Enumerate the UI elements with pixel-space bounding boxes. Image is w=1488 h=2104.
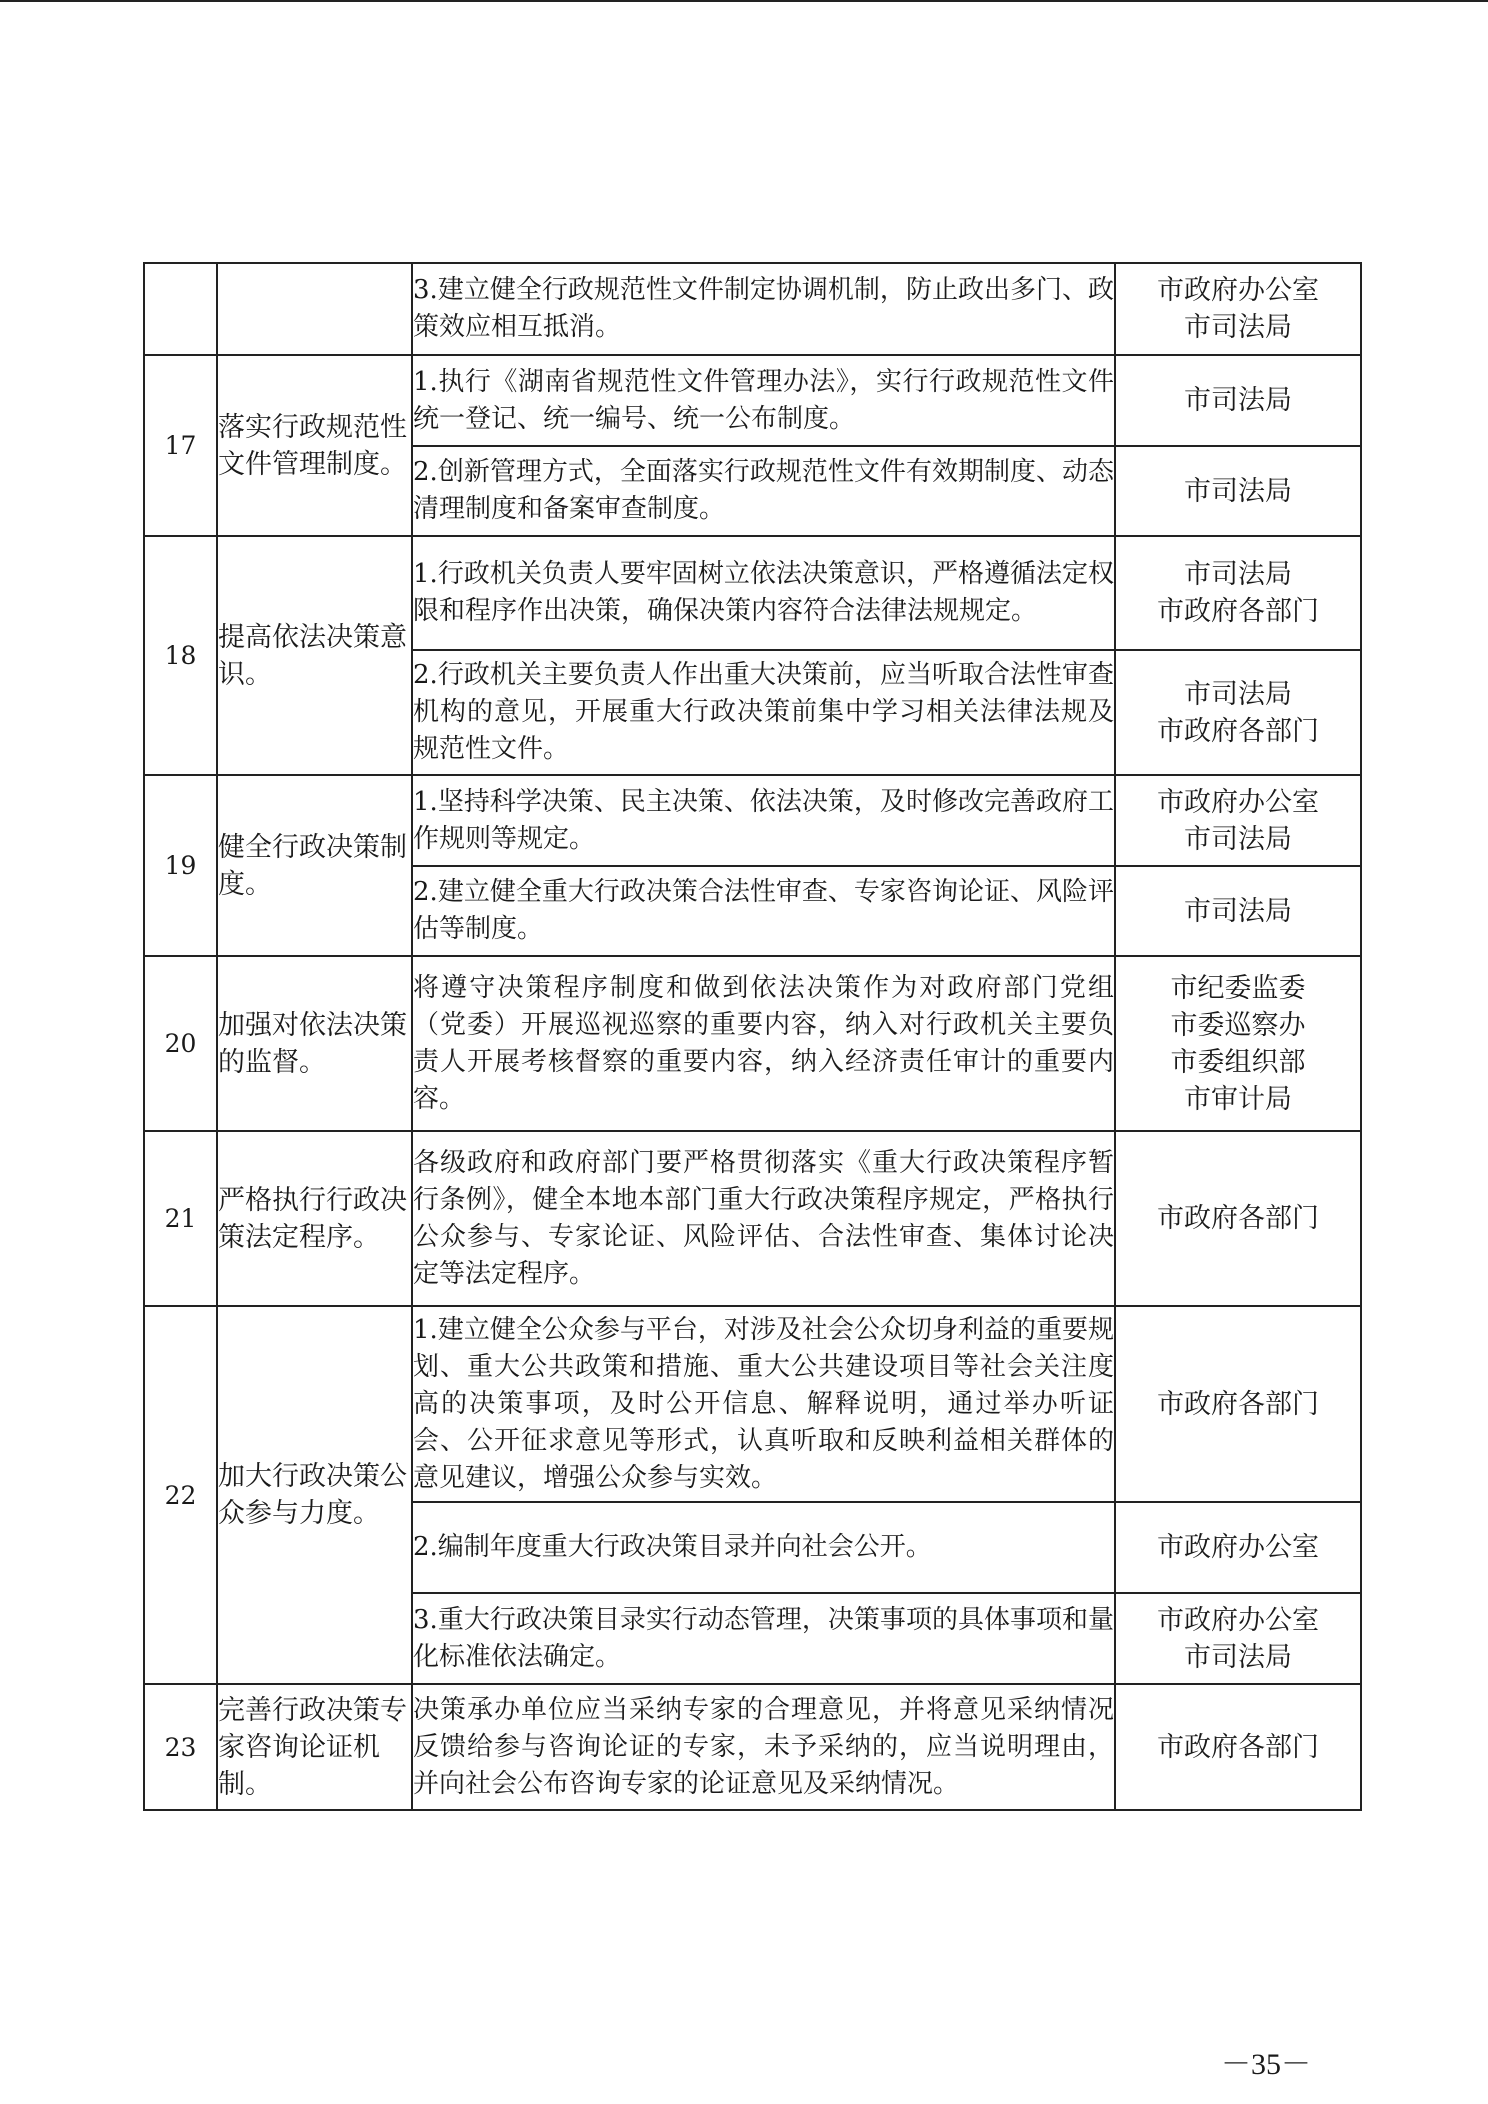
measures-table (143, 262, 1362, 1811)
table-row (144, 1131, 1361, 1306)
responsible-unit: 市政府办公室 (1157, 1532, 1319, 1563)
responsible-unit-cell (1115, 1593, 1361, 1684)
table-row (144, 263, 1361, 355)
responsible-unit: 市司法局 (1184, 475, 1292, 507)
task-cell: 1.行政机关负责人要牢固树立依法决策意识，严格遵循法定权限和程序作出决策，确保决策内容符合法律法规规定。 (412, 536, 1115, 650)
responsible-unit: 市审计局 (1184, 1083, 1292, 1115)
row-number: 23 (144, 1684, 217, 1810)
item-cell: 落实行政规范性文件管理制度。 (217, 355, 412, 536)
responsible-unit: 市司法局 (1184, 895, 1292, 927)
task-cell: 2.建立健全重大行政决策合法性审查、专家咨询论证、风险评估等制度。 (412, 866, 1115, 956)
responsible-unit: 市政府各部门 (1157, 715, 1319, 747)
table-body (144, 263, 1361, 1810)
responsible-unit: 市司法局 (1184, 385, 1292, 416)
responsible-unit-cell (1115, 1131, 1361, 1306)
item-cell: 完善行政决策专家咨询论证机制。 (217, 1684, 412, 1810)
table-row (144, 536, 1361, 650)
table-row (144, 775, 1361, 866)
page-number: －35－ (1221, 2048, 1311, 2081)
row-number: 17 (144, 355, 217, 536)
item-cell: 健全行政决策制度。 (217, 775, 412, 956)
responsible-unit-cell (1115, 650, 1361, 775)
responsible-unit: 市司法局 (1184, 312, 1292, 343)
responsible-unit: 市委组织部 (1170, 1046, 1306, 1078)
responsible-unit-cell (1115, 775, 1361, 866)
task-cell: 1.执行《湖南省规范性文件管理办法》，实行行政规范性文件统一登记、统一编号、统一公布制度。 (412, 355, 1115, 446)
row-number (144, 263, 217, 355)
responsible-unit: 市政府各部门 (1157, 596, 1319, 627)
responsible-unit: 市委巡察办 (1170, 1009, 1306, 1041)
task-cell: 3.建立健全行政规范性文件制定协调机制，防止政出多门、政策效应相互抵消。 (412, 263, 1115, 355)
item-cell: 提高依法决策意识。 (217, 536, 412, 775)
task-cell: 2.编制年度重大行政决策目录并向社会公开。 (412, 1502, 1115, 1593)
row-number: 18 (144, 536, 217, 775)
responsible-unit-cell (1115, 1306, 1361, 1502)
task-cell: 2.创新管理方式，全面落实行政规范性文件有效期制度、动态清理制度和备案审查制度。 (412, 446, 1115, 536)
responsible-unit: 市政府各部门 (1157, 1731, 1319, 1763)
task-cell: 3.重大行政决策目录实行动态管理，决策事项的具体事项和量化标准依法确定。 (412, 1593, 1115, 1684)
responsible-unit-cell (1115, 536, 1361, 650)
task-cell: 2.行政机关主要负责人作出重大决策前，应当听取合法性审查机构的意见，开展重大行政决策前集中学习相关法律法规及规范性文件。 (412, 650, 1115, 775)
responsible-unit-cell (1115, 1684, 1361, 1810)
responsible-unit: 市司法局 (1184, 559, 1292, 590)
table-row (144, 355, 1361, 446)
responsible-unit: 市政府各部门 (1157, 1203, 1319, 1234)
responsible-unit: 市政府办公室 (1157, 275, 1319, 306)
responsible-unit: 市政府各部门 (1157, 1388, 1319, 1420)
task-cell: 决策承办单位应当采纳专家的合理意见，并将意见采纳情况反馈给参与咨询论证的专家，未予采纳的，应当说明理由，并向社会公布咨询专家的论证意见及采纳情况。 (412, 1684, 1115, 1810)
responsible-unit: 市纪委监委 (1170, 972, 1306, 1004)
table-row (144, 956, 1361, 1131)
item-cell (217, 263, 412, 355)
top-border-line (0, 0, 1488, 2)
row-number: 19 (144, 775, 217, 956)
table-row (144, 1306, 1361, 1502)
row-number: 22 (144, 1306, 217, 1684)
responsible-unit-cell (1115, 956, 1361, 1131)
row-number: 20 (144, 956, 217, 1131)
responsible-unit: 市司法局 (1184, 1641, 1292, 1673)
responsible-unit: 市司法局 (1184, 678, 1292, 710)
responsible-unit-cell (1115, 355, 1361, 446)
item-cell: 加强对依法决策的监督。 (217, 956, 412, 1131)
item-cell: 严格执行行政决策法定程序。 (217, 1131, 412, 1306)
item-cell: 加大行政决策公众参与力度。 (217, 1306, 412, 1684)
task-cell: 1.坚持科学决策、民主决策、依法决策，及时修改完善政府工作规则等规定。 (412, 775, 1115, 866)
responsible-unit-cell (1115, 446, 1361, 536)
row-number: 21 (144, 1131, 217, 1306)
table-row (144, 1684, 1361, 1810)
responsible-unit-cell (1115, 1502, 1361, 1593)
responsible-unit-cell (1115, 263, 1361, 355)
responsible-unit: 市政府办公室 (1157, 1604, 1319, 1636)
responsible-unit: 市政府办公室 (1157, 786, 1319, 818)
task-cell: 将遵守决策程序制度和做到依法决策作为对政府部门党组（党委）开展巡视巡察的重要内容，纳入对行政机关主要负责人开展考核督察的重要内容，纳入经济责任审计的重要内容。 (412, 956, 1115, 1131)
task-cell: 1.建立健全公众参与平台，对涉及社会公众切身利益的重要规划、重大公共政策和措施、重大公共建设项目等社会关注度高的决策事项，及时公开信息、解释说明，通过举办听证会、公开征求意见等形式，认真听取和反映利益相关群体的意见建议，增强公众参与实效。 (412, 1306, 1115, 1502)
responsible-unit: 市司法局 (1184, 823, 1292, 855)
responsible-unit-cell (1115, 866, 1361, 956)
task-cell: 各级政府和政府部门要严格贯彻落实《重大行政决策程序暂行条例》，健全本地本部门重大行政决策程序规定，严格执行公众参与、专家论证、风险评估、合法性审查、集体讨论决定等法定程序。 (412, 1131, 1115, 1306)
